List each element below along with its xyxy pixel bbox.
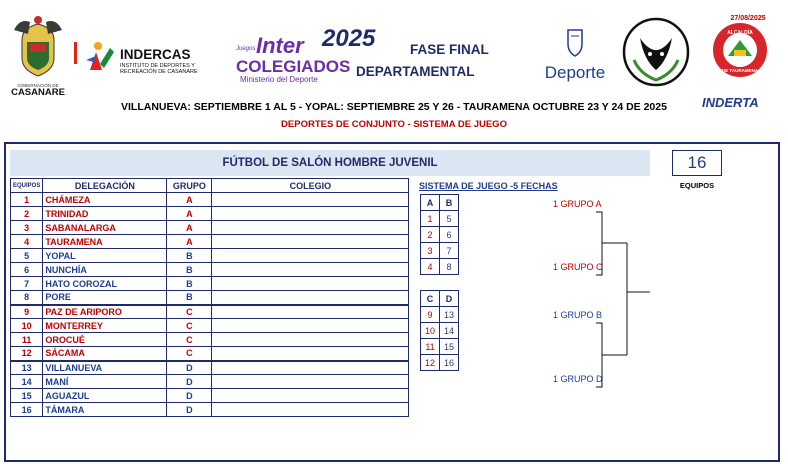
bracket-lines (560, 190, 680, 400)
team-school (212, 333, 409, 347)
pairing-cell: 9 (421, 307, 440, 323)
team-group: D (167, 375, 212, 389)
casanare-line2: CASANARE (11, 87, 65, 98)
team-number: 16 (11, 403, 43, 417)
inderta-name: INDERTA (702, 95, 759, 110)
alcaldia-bottom: DE TAURAMENA (721, 68, 759, 73)
pairing-cell: 4 (421, 259, 440, 275)
team-delegation: NUNCHÍA (43, 263, 167, 277)
header-num: EQUIPOS (11, 179, 43, 193)
team-number: 13 (11, 361, 43, 375)
pairing-cell: 8 (440, 259, 459, 275)
fase-line1: FASE FINAL (410, 42, 489, 57)
team-school (212, 305, 409, 319)
team-group: A (167, 235, 212, 249)
group-d-header: D (440, 291, 459, 307)
team-school (212, 207, 409, 221)
team-number: 5 (11, 249, 43, 263)
flag-bar-icon (74, 42, 77, 64)
bracket-slot-c: 1 GRUPO C (553, 262, 603, 272)
team-number: 14 (11, 375, 43, 389)
team-delegation: SÁCAMA (43, 347, 167, 361)
section-heading: DEPORTES DE CONJUNTO - SISTEMA DE JUEGO (281, 119, 507, 130)
team-group: C (167, 305, 212, 319)
bracket-slot-d: 1 GRUPO D (553, 374, 603, 384)
team-group: A (167, 207, 212, 221)
table-row (11, 235, 409, 249)
pairing-row (421, 227, 459, 243)
group-b-header: B (440, 195, 459, 211)
colombia-shield-icon (568, 30, 582, 56)
groups-cd-table (420, 290, 459, 371)
fase-line2: DEPARTAMENTAL (356, 64, 475, 79)
casanare-line1: GOBERNACIÓN DE (17, 83, 59, 88)
intercolegiados-line1: Inter (256, 33, 304, 58)
team-school (212, 361, 409, 375)
team-school (212, 235, 409, 249)
team-school (212, 291, 409, 305)
pairing-cell: 15 (440, 339, 459, 355)
indercas-name: INDERCAS (120, 47, 191, 62)
team-delegation: HATO COROZAL (43, 277, 167, 291)
pairing-cell: 1 (421, 211, 440, 227)
bracket-slot-a: 1 GRUPO A (553, 199, 602, 209)
team-number: 9 (11, 305, 43, 319)
table-row (11, 319, 409, 333)
team-group: B (167, 263, 212, 277)
team-delegation: AGUAZUL (43, 389, 167, 403)
sport-title: FÚTBOL DE SALÓN HOMBRE JUVENIL (10, 150, 650, 176)
table-row (11, 305, 409, 319)
system-title: SISTEMA DE JUEGO -5 FECHAS (419, 181, 558, 191)
team-delegation: VILLANUEVA (43, 361, 167, 375)
team-school (212, 221, 409, 235)
team-school (212, 389, 409, 403)
team-group: B (167, 277, 212, 291)
team-delegation: MANÍ (43, 375, 167, 389)
team-school (212, 403, 409, 417)
team-school (212, 319, 409, 333)
pairing-cell: 3 (421, 243, 440, 259)
team-delegation: SABANALARGA (43, 221, 167, 235)
intercolegiados-small: Juegos (236, 46, 256, 52)
team-number: 15 (11, 389, 43, 403)
team-group: C (167, 347, 212, 361)
table-row (11, 207, 409, 221)
table-row (11, 263, 409, 277)
team-delegation: TAURAMENA (43, 235, 167, 249)
table-row (11, 403, 409, 417)
team-group: B (167, 249, 212, 263)
team-school (212, 263, 409, 277)
pairing-cell: 11 (421, 339, 440, 355)
pairing-row (421, 259, 459, 275)
team-group: D (167, 403, 212, 417)
pairing-cell: 16 (440, 355, 459, 371)
team-delegation: PORE (43, 291, 167, 305)
team-school (212, 277, 409, 291)
table-row (11, 375, 409, 389)
pairing-row (421, 323, 459, 339)
table-row (11, 277, 409, 291)
team-school (212, 375, 409, 389)
intercolegiados-line2: COLEGIADOS (236, 57, 351, 76)
indercas-line1: INSTITUTO DE DEPORTES Y (120, 63, 195, 69)
pairing-cell: 6 (440, 227, 459, 243)
pairing-cell: 14 (440, 323, 459, 339)
table-row (11, 249, 409, 263)
team-number: 1 (11, 193, 43, 207)
team-group: C (167, 333, 212, 347)
team-number: 7 (11, 277, 43, 291)
indercas-logo-icon (86, 42, 114, 70)
alcaldia-date: 27/08/2025 (730, 15, 766, 22)
team-group: D (167, 361, 212, 375)
team-group: A (167, 221, 212, 235)
group-a-header: A (421, 195, 440, 211)
team-school (212, 193, 409, 207)
table-row (11, 389, 409, 403)
groups-ab-table (420, 194, 459, 275)
fase-year: 2025 (322, 25, 376, 52)
table-row (11, 221, 409, 235)
deporte-name: Deporte (544, 63, 606, 82)
team-count: 16 (672, 150, 722, 176)
tauramena-bull-emblem-icon (624, 19, 688, 85)
table-row (11, 361, 409, 375)
header-delegation: DELEGACIÓN (43, 179, 167, 193)
team-number: 12 (11, 347, 43, 361)
bracket-slot-b: 1 GRUPO B (553, 310, 603, 320)
team-delegation: OROCUÉ (43, 333, 167, 347)
team-number: 10 (11, 319, 43, 333)
casanare-coat-of-arms-icon (14, 16, 62, 76)
header-group: GRUPO (167, 179, 212, 193)
pairing-cell: 12 (421, 355, 440, 371)
pairing-cell: 13 (440, 307, 459, 323)
pairing-row (421, 355, 459, 371)
header-school: COLEGIO (212, 179, 409, 193)
pairing-row (421, 339, 459, 355)
team-number: 2 (11, 207, 43, 221)
team-delegation: CHÁMEZA (43, 193, 167, 207)
alcaldia-top: ALCALDÍA (727, 30, 753, 36)
team-delegation: TÁMARA (43, 403, 167, 417)
team-number: 11 (11, 333, 43, 347)
table-row (11, 291, 409, 305)
pairing-cell: 10 (421, 323, 440, 339)
team-delegation: PAZ DE ARIPORO (43, 305, 167, 319)
team-group: C (167, 319, 212, 333)
table-header-row (11, 179, 409, 193)
team-group: B (167, 291, 212, 305)
pairing-row (421, 307, 459, 323)
team-delegation: TRINIDAD (43, 207, 167, 221)
teams-table (10, 178, 409, 417)
pairing-cell: 7 (440, 243, 459, 259)
group-c-header: C (421, 291, 440, 307)
team-school (212, 249, 409, 263)
pairing-cell: 2 (421, 227, 440, 243)
indercas-line2: RECREACIÓN DE CASANARE (120, 69, 198, 75)
team-number: 6 (11, 263, 43, 277)
table-row (11, 347, 409, 361)
team-school (212, 347, 409, 361)
intercolegiados-ministry: Ministerio del Deporte (240, 75, 318, 84)
pairing-row (421, 243, 459, 259)
event-dates: VILLANUEVA: SEPTIEMBRE 1 AL 5 - YOPAL: SEPTIEMBRE 25 Y 26 - TAURAMENA OCTUBRE 23 Y 24 DE 2025 (121, 101, 667, 113)
team-count-label: EQUIPOS (679, 181, 715, 190)
pairing-cell: 5 (440, 211, 459, 227)
team-delegation: MONTERREY (43, 319, 167, 333)
team-number: 3 (11, 221, 43, 235)
team-delegation: YOPAL (43, 249, 167, 263)
table-row (11, 333, 409, 347)
team-group: D (167, 389, 212, 403)
team-group: A (167, 193, 212, 207)
pairing-row (421, 211, 459, 227)
table-row (11, 193, 409, 207)
team-number: 4 (11, 235, 43, 249)
team-number: 8 (11, 291, 43, 305)
